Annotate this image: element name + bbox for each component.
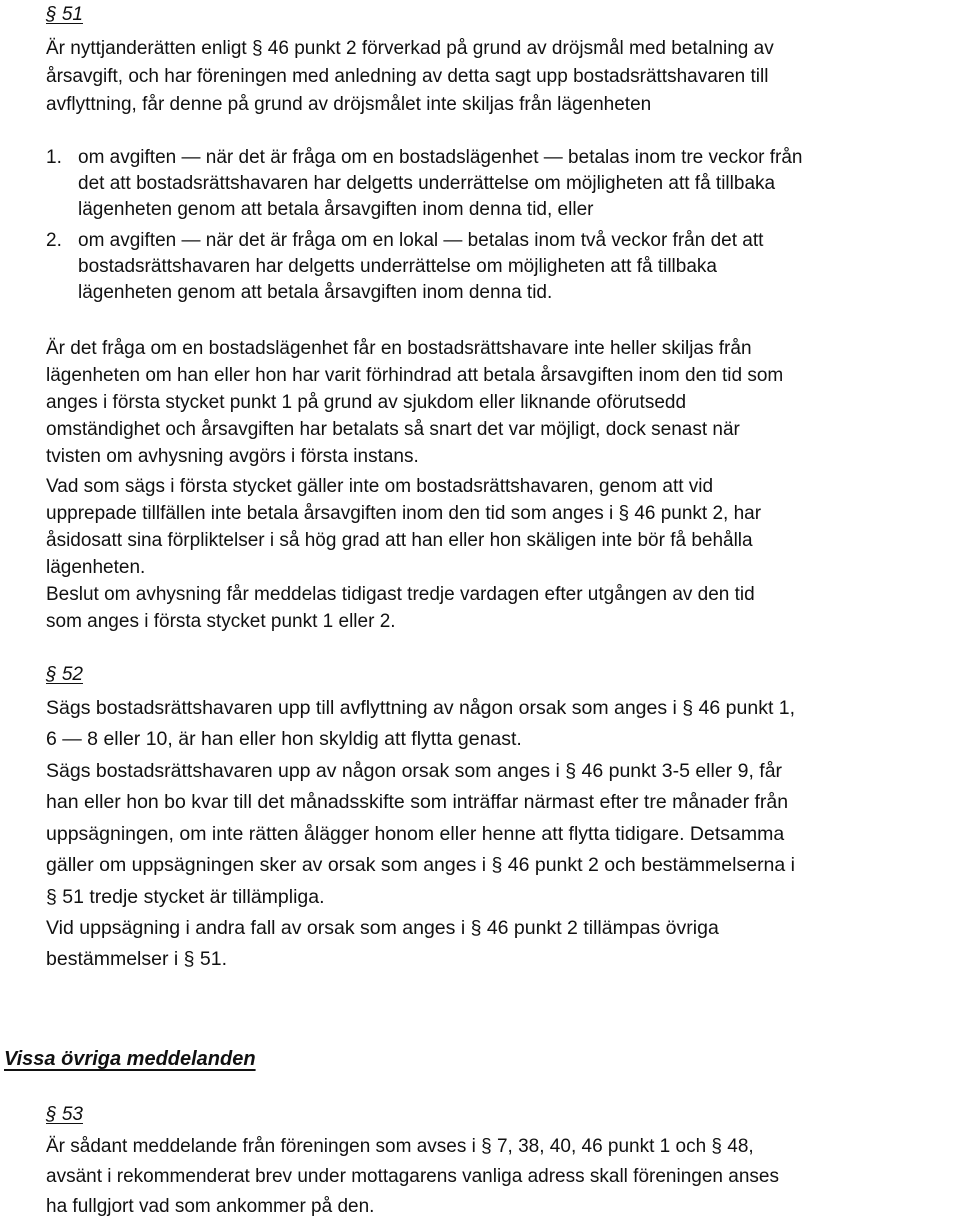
section-title-53: § 53 <box>46 1104 83 1125</box>
paragraph-line: upprepade tillfällen inte betala årsavgiften inom den tid som anges i § 46 punkt 2, har <box>46 503 762 524</box>
list-item-line: om avgiften — när det är fråga om en bostadslägenhet — betalas inom tre veckor från <box>78 147 803 168</box>
paragraph-line: Vid uppsägning i andra fall av orsak som anges i § 46 punkt 2 tillämpas övriga <box>46 917 719 939</box>
paragraph-line: avsänt i rekommenderat brev under mottagarens vanliga adress skall föreningen anses <box>46 1166 779 1187</box>
paragraph-line: årsavgift, och har föreningen med anledning av detta sagt upp bostadsrättshavaren till <box>46 66 769 87</box>
paragraph-line: Är sådant meddelande från föreningen som avses i § 7, 38, 40, 46 punkt 1 och § 48, <box>46 1136 754 1157</box>
paragraph-line: Sägs bostadsrättshavaren upp till avflyttning av någon orsak som anges i § 46 punkt 1, <box>46 697 796 719</box>
list-item-number: 2. <box>46 230 62 251</box>
list-item-line: lägenheten genom att betala årsavgiften inom denna tid, eller <box>78 199 594 220</box>
paragraph-line: åsidosatt sina förpliktelser i så hög grad att han eller hon skäligen inte bör få behålla <box>46 530 753 551</box>
paragraph-line: avflyttning, får denne på grund av dröjsmålet inte skiljas från lägenheten <box>46 94 652 115</box>
paragraph-line: bestämmelser i § 51. <box>46 948 227 970</box>
section-heading: Vissa övriga meddelanden <box>4 1048 256 1070</box>
paragraph-line: ha fullgjort vad som ankommer på den. <box>46 1196 375 1217</box>
paragraph-line: som anges i första stycket punkt 1 eller 2. <box>46 611 396 632</box>
paragraph-line: Sägs bostadsrättshavaren upp av någon orsak som anges i § 46 punkt 3-5 eller 9, får <box>46 760 783 782</box>
section-title-51: § 51 <box>46 4 83 25</box>
list-item-line: lägenheten genom att betala årsavgiften inom denna tid. <box>78 282 553 303</box>
paragraph-line: gäller om uppsägningen sker av orsak som anges i § 46 punkt 2 och bestämmelserna i <box>46 854 795 876</box>
paragraph-line: Är nyttjanderätten enligt § 46 punkt 2 förverkad på grund av dröjsmål med betalning av <box>46 38 774 59</box>
paragraph-line: uppsägningen, om inte rätten ålägger honom eller henne att flytta tidigare. Detsamma <box>46 823 785 845</box>
list-item-line: om avgiften — när det är fråga om en lokal — betalas inom två veckor från det att <box>78 230 764 251</box>
paragraph-line: omständighet och årsavgiften har betalats så snart det var möjligt, dock senast när <box>46 419 740 440</box>
list-item-line: bostadsrättshavaren har delgetts underrättelse om möjligheten att få tillbaka <box>78 256 717 277</box>
list-item-line: det att bostadsrättshavaren har delgetts underrättelse om möjligheten att få tillbaka <box>78 173 776 194</box>
paragraph-line: lägenheten om han eller hon har varit förhindrad att betala årsavgiften inom den tid som <box>46 365 784 386</box>
section-title-52: § 52 <box>46 664 83 685</box>
paragraph-line: lägenheten. <box>46 557 146 578</box>
list-item-number: 1. <box>46 147 62 168</box>
paragraph-line: Vad som sägs i första stycket gäller inte om bostadsrättshavaren, genom att vid <box>46 476 714 497</box>
paragraph-line: anges i första stycket punkt 1 på grund av sjukdom eller liknande oförutsedd <box>46 392 687 413</box>
paragraph-line: Är det fråga om en bostadslägenhet får en bostadsrättshavare inte heller skiljas från <box>46 338 752 359</box>
paragraph-line: 6 — 8 eller 10, är han eller hon skyldig att flytta genast. <box>46 728 522 750</box>
paragraph-line: § 51 tredje stycket är tillämpliga. <box>46 886 325 908</box>
paragraph-line: han eller hon bo kvar till det månadsskifte som inträffar närmast efter tre månader från <box>46 791 789 813</box>
paragraph-line: tvisten om avhysning avgörs i första instans. <box>46 446 419 467</box>
paragraph-line: Beslut om avhysning får meddelas tidigast tredje vardagen efter utgången av den tid <box>46 584 755 605</box>
